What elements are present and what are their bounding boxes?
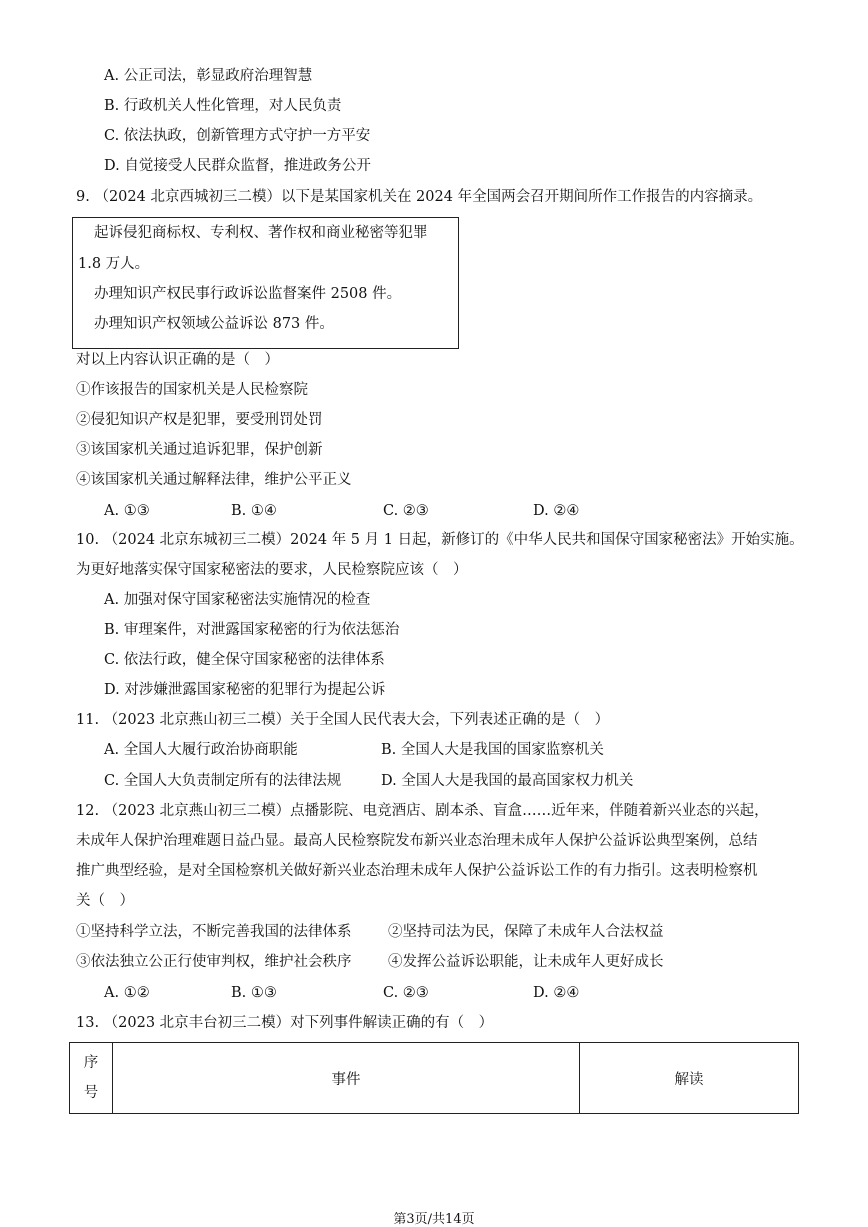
q9-stem: 9. （2024 北京西城初三二模）以下是某国家机关在 2024 年全国两会召开期间所作工作报告的内容摘录。 <box>76 189 763 205</box>
q8-option-c: C. 依法执政，创新管理方式守护一方平安 <box>104 128 371 144</box>
q10-stem-line2: 为更好地落实保守国家秘密法的要求，人民检察院应该（ ） <box>76 562 468 578</box>
header-event: 事件 <box>113 1043 580 1114</box>
q9-statement: ③该国家机关通过追诉犯罪，保护创新 <box>76 442 323 458</box>
q12-statement: ④发挥公益诉讼职能，让未成年人更好成长 <box>388 954 664 970</box>
page-footer: 第3页/共14页 <box>393 1212 475 1227</box>
q13-event-table <box>69 1042 799 1114</box>
q10-option-b: B. 审理案件，对泄露国家秘密的行为依法惩治 <box>104 622 400 638</box>
q10-stem-line1: 10. （2024 北京东城初三二模）2024 年 5 月 1 日起，新修订的《中华人民共和国保守国家秘密法》开始实施。 <box>76 532 804 548</box>
q11-option-d: D. 全国人大是我国的最高国家权力机关 <box>381 773 634 789</box>
q12-option-d: D. ②④ <box>533 985 580 1001</box>
q11-option-a: A. 全国人大履行政治协商职能 <box>104 742 298 758</box>
q8-option-b: B. 行政机关人性化管理，对人民负责 <box>104 98 342 114</box>
header-interpretation: 解读 <box>580 1043 799 1114</box>
q9-option-d: D. ②④ <box>533 503 580 519</box>
table-header-row <box>70 1043 799 1114</box>
q12-stem-line: 推广典型经验，是对全国检察机关做好新兴业态治理未成年人保护公益诉讼工作的有力指引。这表明检察机 <box>76 863 758 879</box>
q9-statement: ①作该报告的国家机关是人民检察院 <box>76 382 308 398</box>
q10-option-a: A. 加强对保守国家秘密法实施情况的检查 <box>104 592 371 608</box>
q9-box-line: 办理知识产权民事行政诉讼监督案件 2508 件。 <box>94 286 402 302</box>
q12-option-a: A. ①② <box>104 985 150 1001</box>
q12-statement: ③依法独立公正行使审判权，维护社会秩序 <box>76 954 352 970</box>
q11-option-c: C. 全国人大负责制定所有的法律法规 <box>104 773 342 789</box>
q12-stem-line: 12. （2023 北京燕山初三二模）点播影院、电竞酒店、剧本杀、盲盒……近年来，伴随着新兴业态的兴起， <box>76 803 769 819</box>
q13-stem: 13. （2023 北京丰台初三二模）对下列事件解读正确的有（ ） <box>76 1015 494 1031</box>
q10-option-d: D. 对涉嫌泄露国家秘密的犯罪行为提起公诉 <box>104 682 386 698</box>
q9-option-c: C. ②③ <box>383 503 429 519</box>
q9-statement: ④该国家机关通过解释法律，维护公平正义 <box>76 472 352 488</box>
q12-option-b: B. ①③ <box>231 985 277 1001</box>
q9-statement: ②侵犯知识产权是犯罪，要受刑罚处罚 <box>76 412 323 428</box>
q9-box-line: 1.8 万人。 <box>78 256 150 272</box>
q12-statement: ②坚持司法为民，保障了未成年人合法权益 <box>388 924 664 940</box>
q8-option-a: A. 公正司法，彰显政府治理智慧 <box>104 68 313 84</box>
q9-box-line: 起诉侵犯商标权、专利权、著作权和商业秘密等犯罪 <box>94 225 428 241</box>
q10-option-c: C. 依法行政，健全保守国家秘密的法律体系 <box>104 652 385 668</box>
q9-option-b: B. ①④ <box>231 503 277 519</box>
q12-stem-line: 关（ ） <box>76 893 134 909</box>
q8-option-d: D. 自觉接受人民群众监督，推进政务公开 <box>104 158 371 174</box>
q12-option-c: C. ②③ <box>383 985 429 1001</box>
q11-option-b: B. 全国人大是我国的国家监察机关 <box>381 742 604 758</box>
q9-question: 对以上内容认识正确的是（ ） <box>76 352 279 368</box>
q12-statement: ①坚持科学立法，不断完善我国的法律体系 <box>76 924 352 940</box>
q12-stem-line: 未成年人保护治理难题日益凸显。最高人民检察院发布新兴业态治理未成年人保护公益诉讼典型案例，总结 <box>76 833 758 849</box>
q9-box-line: 办理知识产权领域公益诉讼 873 件。 <box>94 316 334 332</box>
q9-option-a: A. ①③ <box>104 503 150 519</box>
header-index: 序 号 <box>70 1043 113 1114</box>
q11-stem: 11. （2023 北京燕山初三二模）关于全国人民代表大会，下列表述正确的是（ ） <box>76 712 610 728</box>
